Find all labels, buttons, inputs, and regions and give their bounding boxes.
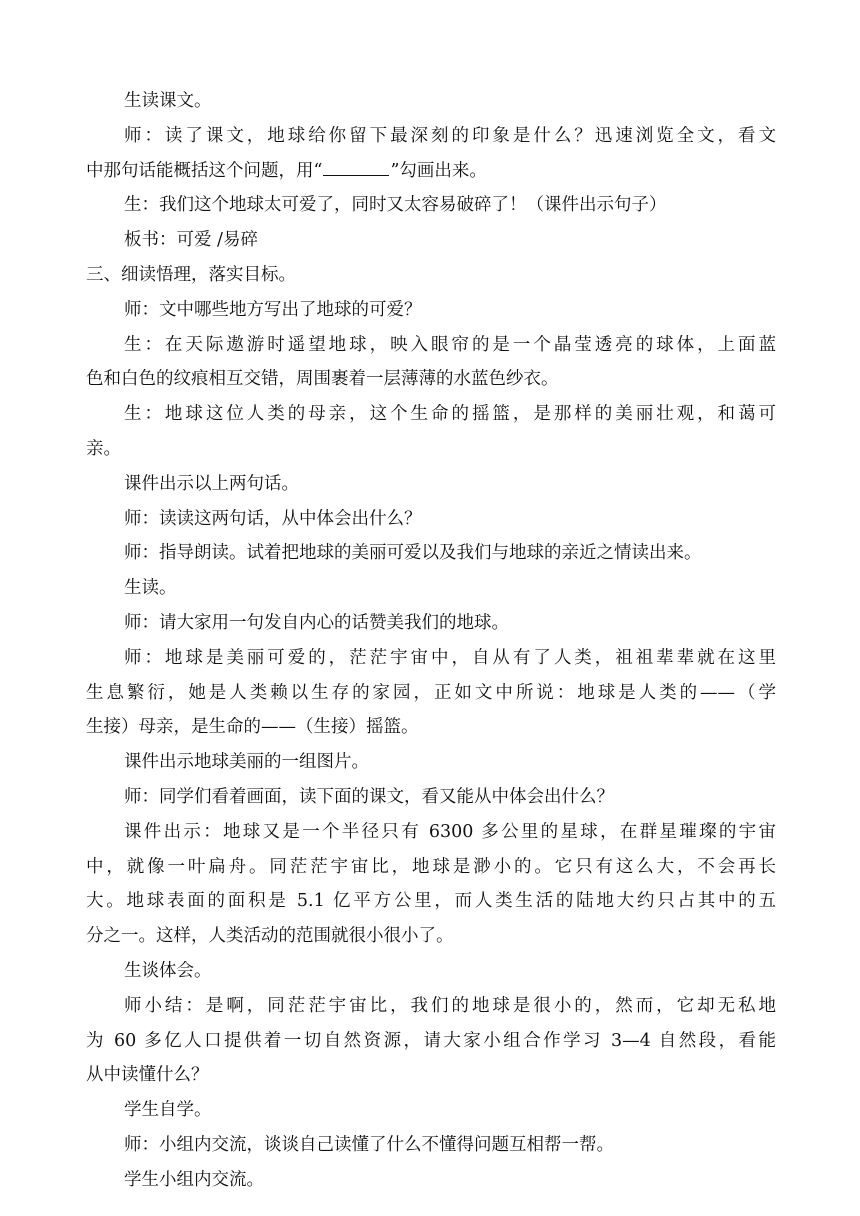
text-line: 亲。 [86, 438, 121, 459]
text-line: 师：地球是美丽可爱的，茫茫宇宙中，自从有了人类，祖祖辈辈就在这里 [124, 647, 776, 668]
text-line [86, 154, 776, 189]
text-line: 师：读读这两句话，从中体会出什么？ [124, 508, 422, 529]
text-line: 课件出示地球美丽的一组图片。 [124, 752, 369, 773]
text-line: 生接）母亲，是生命的——（生接）摇篮。 [86, 717, 419, 738]
text-line: 生息繁衍，她是人类赖以生存的家园，正如文中所说：地球是人类的——（学 [86, 682, 776, 703]
text-line: 色和白色的纹痕相互交错，周围裹着一层薄薄的水蓝色纱衣。 [86, 369, 559, 390]
text-line: 板书：可爱 /易碎 [124, 230, 258, 251]
text-line: 师：小组内交流，谈谈自己读懂了什么不懂得问题互相帮一帮。 [124, 1134, 614, 1155]
text-line: 生谈体会。 [124, 960, 212, 981]
text-line: 生读。 [124, 578, 177, 599]
text-line: 师小结：是啊，同茫茫宇宙比，我们的地球是很小的，然而，它却无私地 [124, 995, 776, 1016]
text-line: 师：同学们看着画面，读下面的课文，看又能从中体会出什么？ [124, 786, 614, 807]
text-line: 生：地球这位人类的母亲，这个生命的摇篮，是那样的美丽壮观，和蔼可 [124, 404, 776, 425]
text-line: 师：读了课文，地球给你留下最深刻的印象是什么？迅速浏览全文，看文 [124, 125, 776, 146]
text-segment: 中那句话能概括这个问题，用“ [86, 160, 323, 181]
text-line: 学生小组内交流。 [124, 1169, 264, 1190]
document-body [86, 84, 776, 1198]
text-line: 大。地球表面的面积是 5.1 亿平方公里，而人类生活的陆地大约只占其中的五 [86, 891, 776, 912]
text-line: 学生自学。 [124, 1100, 212, 1121]
text-line: 师：文中哪些地方写出了地球的可爱？ [124, 299, 422, 320]
text-line: 师：请大家用一句发自内心的话赞美我们的地球。 [124, 612, 509, 633]
text-line: 生读课文。 [124, 91, 212, 111]
text-line: 中，就像一叶扁舟。同茫茫宇宙比，地球是渺小的。它只有这么大，不会再长 [86, 856, 776, 877]
text-line: 为 60 多亿人口提供着一切自然资源，请大家小组合作学习 3—4 自然段，看能 [86, 1030, 776, 1051]
underline-blank [323, 155, 389, 176]
text-line: 课件出示：地球又是一个半径只有 6300 多公里的星球，在群星璀璨的宇宙 [124, 821, 776, 842]
text-line: 课件出示以上两句话。 [124, 473, 299, 494]
text-line: 师：指导朗读。试着把地球的美丽可爱以及我们与地球的亲近之情读出来。 [124, 543, 702, 564]
text-line: 从中读懂什么？ [86, 1065, 209, 1086]
text-line: 生：在天际遨游时遥望地球，映入眼帘的是一个晶莹透亮的球体，上面蓝 [124, 334, 776, 355]
text-line: 三、细读悟理，落实目标。 [86, 264, 296, 285]
text-line: 分之一。这样，人类活动的范围就很小很小了。 [86, 926, 454, 947]
text-line: 生：我们这个地球太可爱了，同时又太容易破碎了！（课件出示句子） [124, 195, 667, 216]
text-segment: ”勾画出来。 [390, 160, 487, 181]
